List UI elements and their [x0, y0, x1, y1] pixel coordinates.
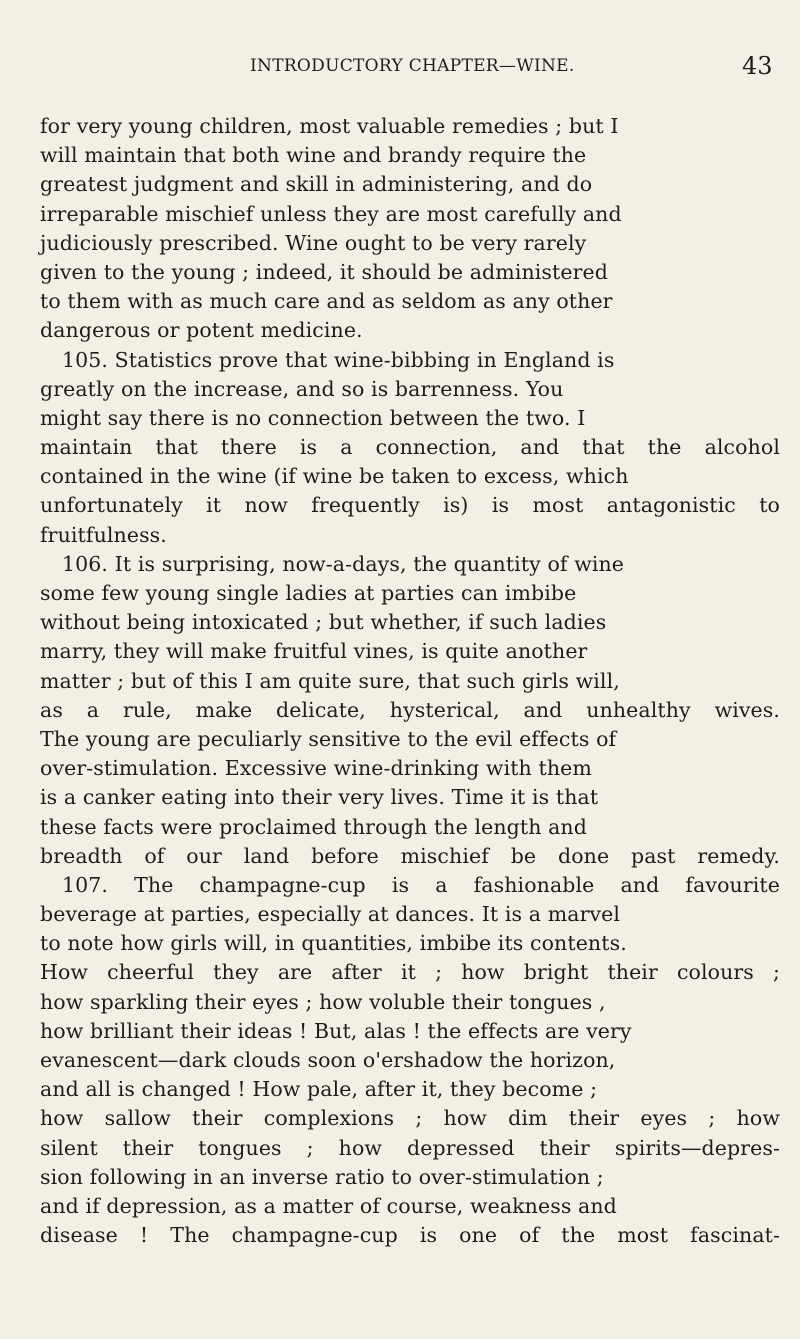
text-line: fruitfulness. [40, 522, 167, 547]
text-line: breadth of our land before mischief be done past remedy. [40, 843, 781, 868]
text-line: how sallow their complexions ; how dim their eyes ; how [40, 1106, 780, 1131]
text-line: disease ! The champagne-cup is one of the most fascinat- [40, 1223, 781, 1248]
text-line: how brilliant their ideas ! But, alas ! the effects are very [40, 1018, 632, 1043]
text-line: some few young single ladies at parties can imbibe [40, 581, 577, 605]
text-line: will maintain that both wine and brandy require the [40, 143, 587, 168]
text-line: given to the young ; indeed, it should be administered [40, 259, 608, 284]
text-line: might say there is no connection between the two. I [40, 405, 586, 430]
page-number: 43 [742, 52, 773, 80]
text-line: and if depression, as a matter of course, weakness and [40, 1193, 617, 1218]
text-line: beverage at parties, especially at dances. It is a marvel [40, 902, 621, 927]
text-line: The young are peculiarly sensitive to the evil effects of [40, 726, 617, 751]
text-line: silent their tongues ; how depressed their spirits—depres- [40, 1135, 781, 1160]
text-line: 106. It is surprising, now-a-days, the quantity of wine [62, 551, 625, 576]
text-line: contained in the wine (if wine be taken to excess, which [40, 464, 629, 489]
body-text [40, 112, 780, 1250]
text-line: marry, they will make fruitful vines, is quite another [40, 639, 588, 664]
text-line: and all is changed ! How pale, after it, they become ; [40, 1077, 598, 1102]
text-line: as a rule, make delicate, hysterical, and unhealthy wives. [40, 697, 781, 722]
text-line: How cheerful they are after it ; how bright their colours ; [40, 960, 781, 985]
text-line: is a canker eating into their very lives. Time it is that [40, 785, 599, 810]
text-line: maintain that there is a connection, and that the alcohol [40, 435, 780, 460]
text-line: these facts were proclaimed through the length and [40, 814, 587, 839]
text-line: 107. The champagne-cup is a fashionable and favourite [62, 872, 780, 897]
text-line: to them with as much care and as seldom as any other [40, 289, 613, 314]
text-line: evanescent—dark clouds soon o'ershadow the horizon, [40, 1048, 616, 1072]
text-line: how sparkling their eyes ; how voluble their tongues , [40, 989, 606, 1014]
text-line: greatest judgment and skill in administering, and do [40, 172, 593, 197]
text-line: sion following in an inverse ratio to over-stimulation ; [40, 1164, 604, 1189]
text-line: judiciously prescribed. Wine ought to be very rarely [40, 230, 587, 255]
text-line: for very young children, most valuable remedies ; but I [40, 114, 619, 138]
text-line: to note how girls will, in quantities, imbibe its contents. [40, 931, 627, 956]
text-line: over-stimulation. Excessive wine-drinking with them [40, 756, 592, 781]
text-line: dangerous or potent medicine. [40, 318, 363, 343]
text-line: unfortunately it now frequently is) is most antagonistic to [40, 493, 780, 518]
running-head: INTRODUCTORY CHAPTER—WINE. [250, 56, 575, 76]
text-line: matter ; but of this I am quite sure, that such girls will, [40, 668, 620, 693]
text-line: greatly on the increase, and so is barrenness. You [40, 376, 564, 401]
text-line: 105. Statistics prove that wine-bibbing in England is [62, 347, 615, 372]
text-line: without being intoxicated ; but whether, if such ladies [40, 610, 607, 635]
text-line: irreparable mischief unless they are most carefully and [40, 201, 622, 226]
